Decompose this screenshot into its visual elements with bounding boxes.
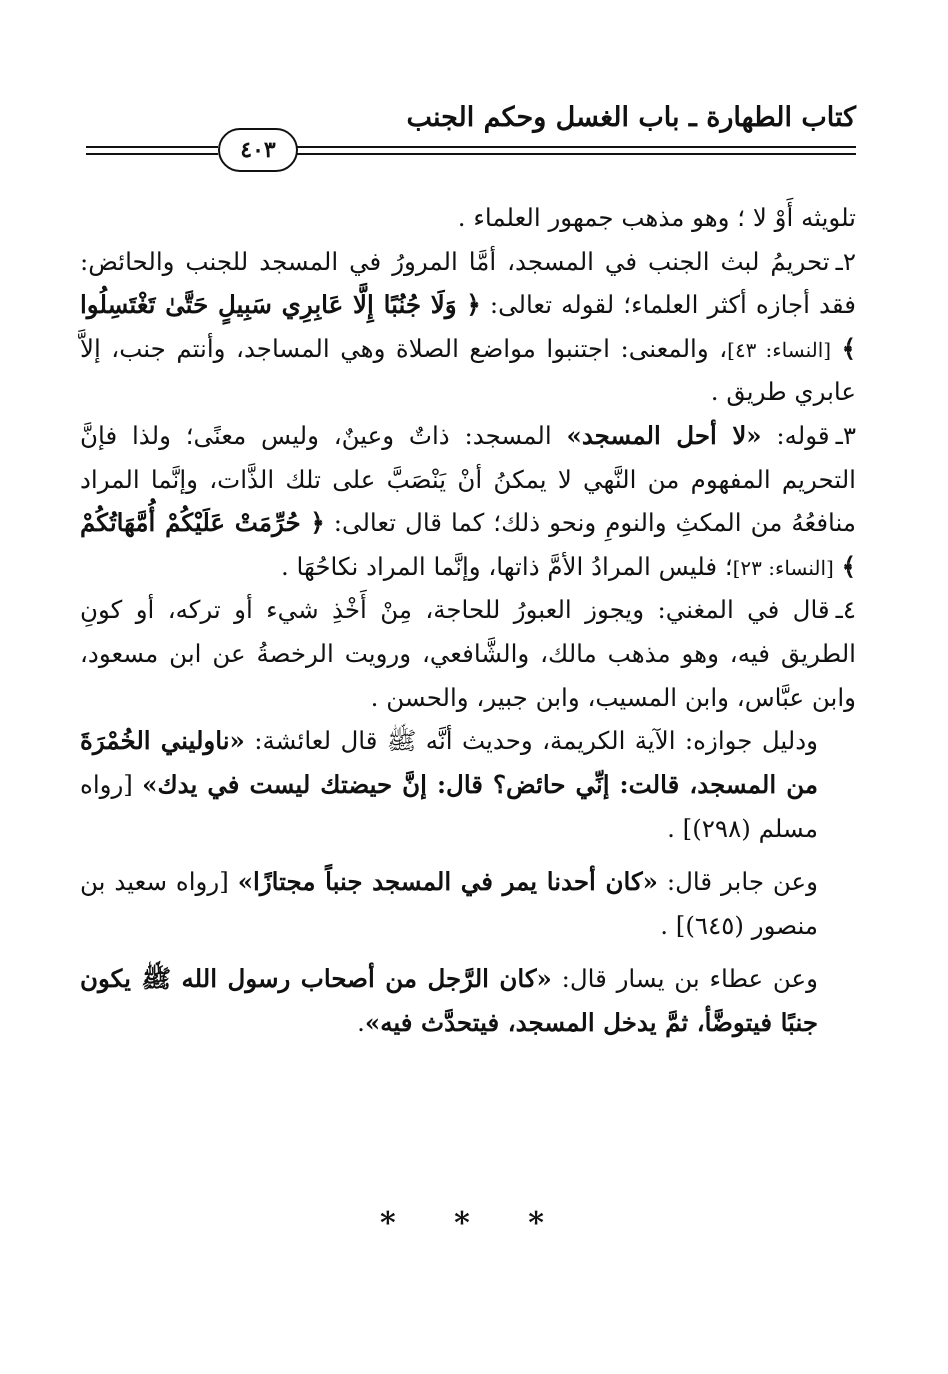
page-body [80,196,856,1045]
hadith-reference: [رواه مسلم (٢٩٨)] . [80,769,818,843]
paragraph-3 [80,414,856,588]
item-number: ٣ـ [835,421,857,451]
paragraph-text: قال في المغني: ويجوز العبورُ للحاجة، مِنْ أَخْذِ شيء أو تركه، أو كونِ الطريق فيه، وهو مذهب مالك، والشَّافعي، ورويت الرخصةُ عن ابن مسعود، وابن عبَّاس، وابن المسيب، وابن جبير، والحسن . [80,595,856,712]
item-number: ٤ـ [835,595,856,625]
paragraph-text: ؛ فليس المرادُ الأمَّ ذاتها، وإنَّما المراد نكاحُهَا . [280,551,733,581]
header-rule-right-lower [294,153,856,155]
page-number: ٤٠٣ [218,128,298,172]
quran-verse: ﴿ حُرِّمَتْ عَلَيْكُمْ أُمَّهَاتُكُمْ ﴾ [80,508,856,581]
paragraph-text: ، والمعنى: اجتنبوا مواضع الصلاة وهي المساجد، وأنتم جنب، إلاَّ عابري طريق . [80,333,856,407]
paragraph-continuation: تلويثه أَوْ لا ؛ وهو مذهب جمهور العلماء . [457,203,856,232]
header-rule-left-lower [86,153,218,155]
paragraph-text: وعن عطاء بن يسار قال: [561,964,818,994]
paragraph-text: قوله: [776,421,830,451]
quran-verse: ﴿ وَلَا جُنُبًا إِلَّا عَابِرِي سَبِيلٍ حَتَّىٰ تَغْتَسِلُوا ﴾ [80,290,856,363]
hadith-quote: «ناوليني الخُمْرَةَ من المسجد، قالت: إنِّي حائض؟ قال: إنَّ حيضتك ليست في يدك» [80,726,818,799]
paragraph-4 [80,588,856,719]
hadith-quote: «كان الرَّجل من أصحاب رسول الله ﷺ يكون جنبًا فيتوضَّأ، ثمَّ يدخل المسجد، فيتحدَّث فيه» [80,964,818,1037]
paragraph-text: ودليل جوازه: الآية الكريمة، وحديث أنَّه ﷺ قال لعائشة: [254,726,819,756]
section-separator-stars: * * * [380,1206,568,1241]
paragraph-7 [80,957,856,1044]
paragraph-6 [80,860,856,947]
verse-reference: [النساء: ٢٣] [732,555,834,580]
paragraph-text: المسجد: ذاتٌ وعينٌ، وليس معنًى؛ ولذا فإنَّ التحريم المفهوم من النَّهي لا يمكنُ أنْ يَنْصَبَّ على تلك الذَّات، وإنَّما المراد منافعُهُ من المكثِ والنومِ ونحو ذلك؛ كما قال تعالى: [80,421,857,538]
paragraph-text: تحريمُ لبث الجنب في المسجد، أمَّا المرورُ في المسجد للجنب والحائض: فقد أجازه أكثر العلماء؛ لقوله تعالى: [80,246,856,320]
verse-reference: [النساء: ٤٣] [727,337,832,362]
item-number: ٢ـ [835,246,856,276]
paragraph-2 [80,240,856,414]
running-header-title: كتاب الطهارة ـ باب الغسل وحكم الجنب [406,102,856,133]
header-rule-left [86,146,218,148]
hadith-quote: «لا أحل المسجد» [566,421,762,451]
paragraph-end: . [357,1007,365,1037]
header-rule-right [294,146,856,148]
paragraph-text: وعن جابر قال: [666,867,818,897]
hadith-reference: [رواه سعيد بن منصور (٦٤٥)] . [80,867,818,940]
paragraph-5 [80,719,856,850]
hadith-quote: «كان أحدنا يمر في المسجد جنباً مجتازًا» [237,867,658,897]
